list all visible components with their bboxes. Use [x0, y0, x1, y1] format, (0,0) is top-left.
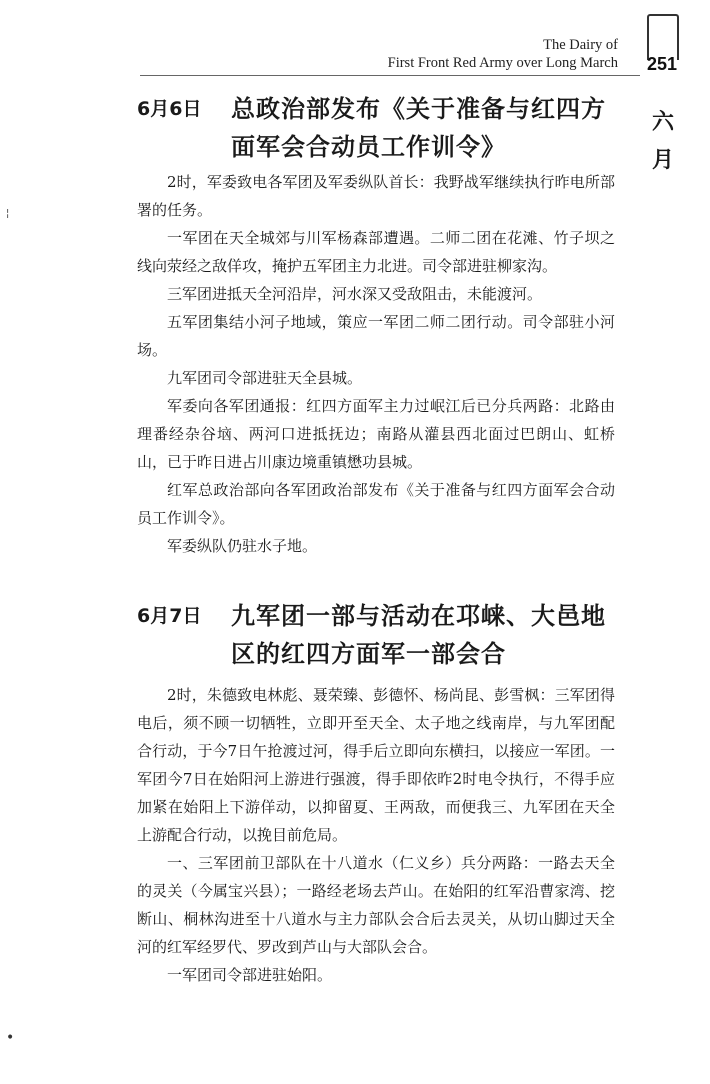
side-month-char: 月 — [651, 148, 674, 173]
scan-mark: • — [6, 1030, 15, 1046]
entry-body — [137, 168, 615, 560]
side-month-char: 六 — [651, 110, 674, 135]
paragraph: 军委向各军团通报：红四方面军主力过岷江后已分兵两路：北路由理番经杂谷垴、两河口进抵抚边；南路从灌县西北面过巴朗山、虹桥山，已于昨日进占川康边境重镇懋功县城。 — [137, 397, 615, 471]
paragraph: 一、三军团前卫部队在十八道水（仁义乡）兵分两路：一路去天全的灵关（今属宝兴县）；一路经老场去芦山。在始阳的红军沿曹家湾、挖断山、桐林沟进至十八道水与主力部队会合后去灵关，从切山脚过天全河的红军经罗代、罗改到芦山与大部队会合。 — [137, 854, 615, 956]
paragraph: 五军团集结小河子地域，策应一军团二师二团行动。司令部驻小河场。 — [137, 313, 615, 359]
page-number: 251 — [646, 54, 678, 74]
paragraph: 一军团在天全城郊与川军杨森部遭遇。二师二团在花滩、竹子坝之线向荥经之敌佯攻，掩护五军团主力北进。司令部进驻柳家沟。 — [137, 229, 615, 275]
running-header — [388, 36, 618, 72]
scan-mark: ¦ — [6, 208, 10, 219]
paragraph: 一军团司令部进驻始阳。 — [167, 966, 333, 984]
paragraph: 三军团进抵天全河沿岸，河水深又受敌阻击，未能渡河。 — [167, 285, 543, 303]
paragraph: 九军团司令部进驻天全县城。 — [167, 369, 363, 387]
paragraph: 2时，军委致电各军团及军委纵队首长：我野战军继续执行昨电所部署的任务。 — [137, 173, 615, 219]
paragraph: 2时，朱德致电林彪、聂荣臻、彭德怀、杨尚昆、彭雪枫：三军团得电后，须不顾一切牺牲，立即开至天全、太子地之线南岸，与九军团配合行动，于今7日午抢渡过河，得手后立即向东横扫，以接应一军团。一军团今7日在始阳河上游进行强渡，得手即依昨2时电令执行，不得手应加紧在始阳上下游佯动，以抑留夏、王两敌，而便我三、九军团在天全上游配合行动，以挽目前危局。 — [137, 686, 615, 844]
page-number-badge — [641, 10, 683, 80]
header-line-1: The Dairy of — [543, 37, 618, 53]
header-line-2: First Front Red Army over Long March — [387, 55, 618, 71]
header-rule — [140, 75, 640, 76]
entry-date: 6月7日 — [137, 605, 202, 627]
paragraph: 军委纵队仍驻水子地。 — [167, 537, 318, 555]
entry-body — [137, 681, 615, 989]
paragraph: 红军总政治部向各军团政治部发布《关于准备与红四方面军会合动员工作训令》。 — [137, 481, 615, 527]
entry-date: 6月6日 — [137, 98, 202, 120]
entry-title: 总政治部发布《关于准备与红四方面军会合动员工作训令》 — [231, 94, 606, 161]
side-month-label — [648, 104, 678, 180]
entry-title: 九军团一部与活动在邛崃、大邑地区的红四方面军一部会合 — [231, 601, 606, 668]
